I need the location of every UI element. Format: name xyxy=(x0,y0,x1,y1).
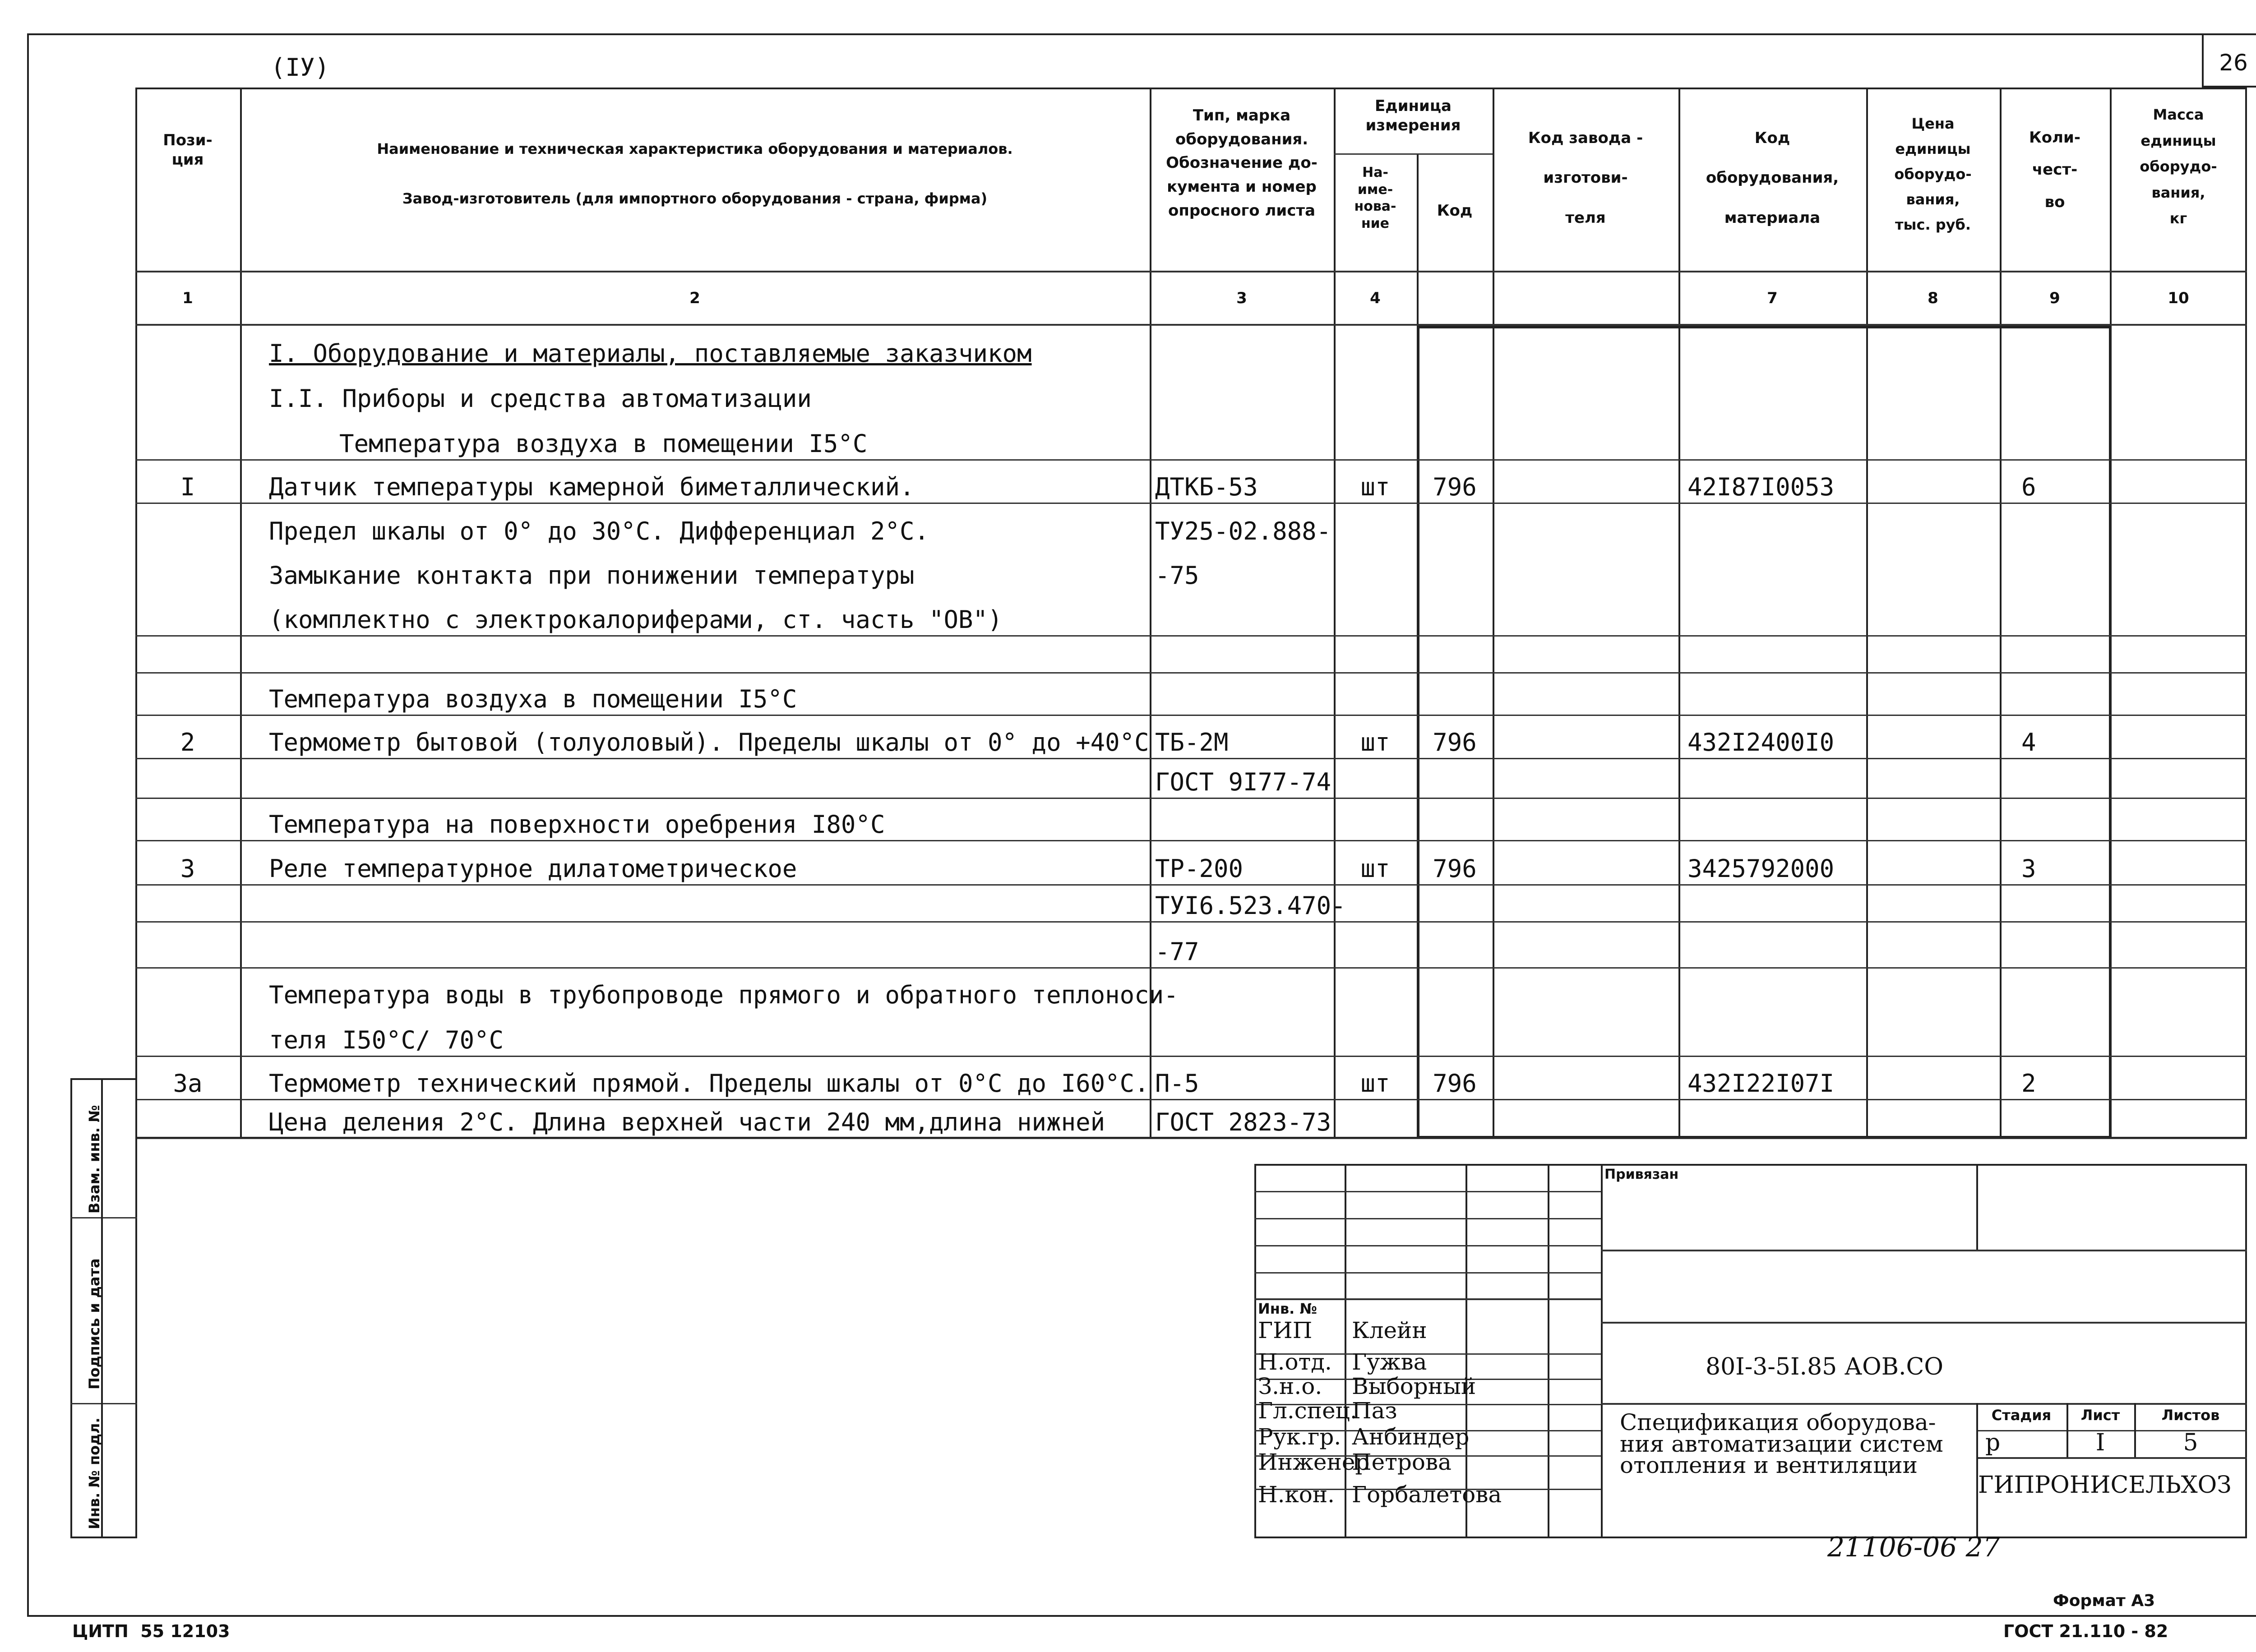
row-name: Термометр технический прямой. Пределы шкалы от 0°С до I60°С. xyxy=(269,1069,1149,1098)
row-name: Температура на поверхности оребрения I80°С xyxy=(269,810,885,839)
row-name: Предел шкалы от 0° до 30°С. Дифференциал 2°С. xyxy=(269,517,929,545)
row-name: теля I50°С/ 70°С xyxy=(269,1026,504,1054)
approval-name: Клейн xyxy=(1352,1317,1427,1343)
header-qty: Коли- чест- во xyxy=(2029,129,2080,211)
approval-name: Горбалетова xyxy=(1352,1481,1502,1508)
row-name: Термометр бытовой (толуоловый). Пределы шкалы от 0° до +40°С xyxy=(269,728,1149,757)
inv-label: Инв. № xyxy=(1258,1300,1317,1317)
row-position: 3 xyxy=(180,854,195,883)
header-name-line2: Завод-изготовитель (для импортного оборудования - страна, фирма) xyxy=(402,190,988,207)
sheet-value: I xyxy=(2095,1429,2105,1456)
row-qty: 4 xyxy=(2021,728,2036,757)
row-position: 3а xyxy=(173,1069,203,1098)
row-unit: шт xyxy=(1360,473,1390,501)
row-name: I. Оборудование и материалы, поставляемые заказчиком xyxy=(269,339,1032,368)
row-unit-code: 796 xyxy=(1433,473,1477,501)
row-position: 2 xyxy=(180,728,195,757)
row-type: П-5 xyxy=(1155,1069,1199,1098)
row-unit-code: 796 xyxy=(1433,1069,1477,1098)
header-position: Пози- ция xyxy=(163,131,213,169)
row-equip-code: 432I2400I0 xyxy=(1687,728,1835,757)
approval-role: Инженер xyxy=(1258,1449,1370,1475)
row-type: ДТКБ-53 xyxy=(1155,473,1258,501)
row-qty: 6 xyxy=(2021,473,2036,501)
row-equip-code: 3425792000 xyxy=(1687,854,1835,883)
row-name: Цена деления 2°С. Длина верхней части 240 мм,длина нижней xyxy=(269,1108,1105,1136)
header-name-line1: Наименование и техническая характеристика оборудования и материалов. xyxy=(377,140,1013,157)
side-signature-date: Подпись и дата xyxy=(86,1258,103,1389)
row-type: ТУI6.523.470- xyxy=(1155,891,1346,920)
approval-role: Рук.гр. xyxy=(1258,1424,1341,1450)
row-name: Датчик температуры камерной биметаллический. xyxy=(269,473,915,501)
side-stamp xyxy=(70,1078,137,1538)
document-code: 80I-3-5I.85 АОВ.СО xyxy=(1706,1353,1943,1380)
approval-name: Паз xyxy=(1352,1398,1397,1424)
row-unit: шт xyxy=(1360,728,1390,757)
approval-name: Гужва xyxy=(1352,1349,1427,1375)
header-factory-code: Код завода - изготови- теля xyxy=(1528,129,1643,227)
approval-name: Анбиндер xyxy=(1352,1424,1470,1450)
sheets-value: 5 xyxy=(2183,1429,2198,1456)
row-type: -75 xyxy=(1155,561,1199,590)
header-price: Цена единицы оборудо- вания, тыс. руб. xyxy=(1894,115,1972,233)
header-equip-code: Код оборудования, материала xyxy=(1706,129,1839,227)
row-type: ГОСТ 9I77-74 xyxy=(1155,768,1331,796)
linked-label: Привязан xyxy=(1604,1167,1679,1182)
approval-role: Н.кон. xyxy=(1258,1481,1335,1508)
approval-role: ГИП xyxy=(1258,1317,1313,1343)
gost-label: ГОСТ 21.110 - 82 xyxy=(2003,1621,2168,1641)
row-name: I.I. Приборы и средства автоматизации xyxy=(269,384,812,413)
row-type: ТБ-2М xyxy=(1155,728,1229,757)
row-name: Температура воздуха в помещении I5°С xyxy=(269,685,797,713)
row-unit: шт xyxy=(1360,854,1390,883)
approval-name: Выборный xyxy=(1352,1373,1476,1399)
stage-value: р xyxy=(1985,1429,2001,1456)
header-type: Тип, марка оборудования. Обозначение до- кумента и номер опросного листа xyxy=(1166,106,1318,220)
sheet-label: Лист xyxy=(2080,1407,2120,1424)
header-unit-code: Код xyxy=(1437,202,1473,220)
document-title: Спецификация оборудова- ния автоматизации систем отопления и вентиляции xyxy=(1620,1409,1943,1478)
row-type: ГОСТ 2823-73 xyxy=(1155,1108,1331,1136)
header-unit-group: Единица измерения xyxy=(1365,97,1461,134)
side-original-inv: Инв. № подл. xyxy=(86,1417,103,1529)
citp-label: ЦИТП 55 12103 xyxy=(72,1621,230,1641)
row-type: -77 xyxy=(1155,937,1199,966)
row-name: Температура воздуха в помещении I5°С xyxy=(339,429,868,458)
row-qty: 3 xyxy=(2021,854,2036,883)
section-mark: (IУ) xyxy=(271,53,330,82)
approval-role: З.н.о. xyxy=(1258,1373,1322,1399)
organization: ГИПРОНИСЕЛЬХОЗ xyxy=(1978,1472,2232,1499)
row-name: Замыкание контакта при понижении температуры xyxy=(269,561,915,590)
side-replace-inv: Взам. инв. № xyxy=(86,1105,103,1214)
row-equip-code: 432I22I07I xyxy=(1687,1069,1835,1098)
row-type: ТР-200 xyxy=(1155,854,1244,883)
row-unit: шт xyxy=(1360,1069,1390,1098)
approval-role: Гл.спец. xyxy=(1258,1398,1357,1424)
row-type: ТУ25-02.888- xyxy=(1155,517,1331,545)
stage-label: Стадия xyxy=(1991,1407,2052,1424)
row-name: (комплектно с электрокалориферами, ст. часть "ОВ") xyxy=(269,605,1003,634)
row-unit-code: 796 xyxy=(1433,854,1477,883)
approval-role: Н.отд. xyxy=(1258,1349,1332,1375)
row-name: Реле температурное дилатометрическое xyxy=(269,854,797,883)
sheets-label: Листов xyxy=(2161,1407,2220,1424)
page-number: 26 xyxy=(2219,50,2248,76)
header-mass: Масса единицы оборудо- вания, кг xyxy=(2140,106,2217,227)
header-unit-name: На- име- нова- ние xyxy=(1354,165,1396,231)
row-equip-code: 42I87I0053 xyxy=(1687,473,1835,501)
approval-name: Петрова xyxy=(1352,1449,1452,1475)
format-label: Формат А3 xyxy=(2053,1592,2155,1610)
row-name: Температура воды в трубопроводе прямого и обратного теплоноси- xyxy=(269,981,1179,1009)
archive-number: 21106-06 27 xyxy=(1827,1532,2000,1563)
row-qty: 2 xyxy=(2021,1069,2036,1098)
row-position: I xyxy=(180,473,195,501)
row-unit-code: 796 xyxy=(1433,728,1477,757)
